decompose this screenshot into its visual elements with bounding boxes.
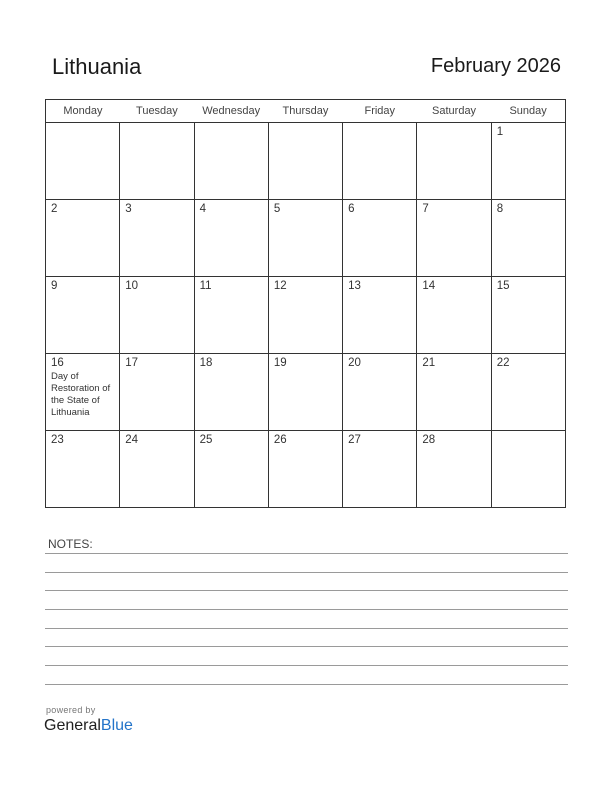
weekday-friday: Friday [343, 100, 417, 123]
calendar-grid [45, 99, 566, 508]
weekday-header-row [46, 100, 566, 123]
notes-label: NOTES: [48, 537, 93, 551]
day-number: 12 [273, 280, 287, 292]
weekday-saturday: Saturday [417, 100, 491, 123]
day-cell [194, 123, 268, 200]
day-cell [46, 277, 120, 354]
day-number: 6 [348, 203, 355, 215]
day-number: 24 [125, 434, 139, 446]
note-line [45, 665, 568, 666]
brand-logo [44, 717, 133, 735]
month-title: February 2026 [430, 55, 561, 77]
note-line [45, 590, 568, 591]
day-cell [268, 123, 342, 200]
day-number: 3 [125, 203, 132, 215]
week-row [46, 354, 566, 431]
day-cell [491, 354, 565, 431]
day-cell [491, 123, 565, 200]
day-number: 17 [125, 357, 139, 369]
day-cell [194, 200, 268, 277]
weekday-sunday: Sunday [491, 100, 565, 123]
day-cell [343, 123, 417, 200]
day-cell [343, 431, 417, 508]
day-cell [268, 354, 342, 431]
powered-by-text: powered by [46, 705, 96, 715]
day-number: 10 [125, 280, 139, 292]
day-number: 16 [51, 357, 64, 369]
day-number: 7 [422, 203, 429, 215]
day-number: 14 [422, 280, 436, 292]
day-number: 9 [51, 280, 58, 292]
day-number: 25 [199, 434, 213, 446]
day-cell [194, 354, 268, 431]
day-cell [417, 200, 491, 277]
day-cell [417, 277, 491, 354]
brand-blue: Blue [100, 717, 133, 734]
week-row [46, 277, 566, 354]
day-number: 19 [273, 357, 287, 369]
day-number: 26 [273, 434, 287, 446]
note-line [45, 684, 568, 685]
day-number: 22 [496, 357, 510, 369]
day-number: 28 [422, 434, 436, 446]
day-number: 20 [348, 357, 361, 369]
day-cell [268, 200, 342, 277]
day-cell [268, 431, 342, 508]
day-cell [194, 431, 268, 508]
day-cell [343, 277, 417, 354]
day-cell [120, 277, 194, 354]
day-cell [46, 431, 120, 508]
note-line [45, 609, 568, 610]
day-cell [46, 200, 120, 277]
brand-general: General [44, 717, 101, 734]
week-row [46, 123, 566, 200]
day-cell [46, 123, 120, 200]
note-line [45, 628, 568, 629]
day-cell [46, 354, 120, 431]
day-number: 5 [273, 203, 281, 215]
week-row [46, 431, 566, 508]
day-cell [417, 123, 491, 200]
weekday-thursday: Thursday [268, 100, 342, 123]
day-cell [417, 354, 491, 431]
weekday-wednesday: Wednesday [194, 100, 268, 123]
country-title: Lithuania [52, 54, 142, 79]
holiday-label: Day of Restoration of the State of Lithuania [51, 371, 111, 418]
day-cell [194, 277, 268, 354]
day-cell [491, 200, 565, 277]
weekday-monday: Monday [46, 100, 120, 123]
day-number: 18 [199, 357, 213, 369]
day-cell [343, 354, 417, 431]
day-number: 21 [422, 357, 436, 369]
week-row [46, 200, 566, 277]
day-number: 8 [496, 203, 504, 215]
day-cell [417, 431, 491, 508]
day-cell [491, 431, 565, 508]
day-number: 23 [51, 434, 64, 446]
day-cell [268, 277, 342, 354]
day-number: 4 [199, 203, 206, 215]
day-cell [343, 200, 417, 277]
day-number: 1 [496, 126, 504, 138]
day-number: 15 [496, 280, 510, 292]
day-number: 2 [51, 203, 58, 215]
day-number: 13 [348, 280, 361, 292]
weekday-tuesday: Tuesday [120, 100, 194, 123]
note-line [45, 646, 568, 647]
day-cell [120, 431, 194, 508]
day-cell [120, 354, 194, 431]
day-number: 27 [348, 434, 361, 446]
day-cell [120, 200, 194, 277]
note-line [45, 553, 568, 554]
day-cell [120, 123, 194, 200]
note-line [45, 572, 568, 573]
day-number: 11 [199, 280, 212, 292]
day-cell [491, 277, 565, 354]
